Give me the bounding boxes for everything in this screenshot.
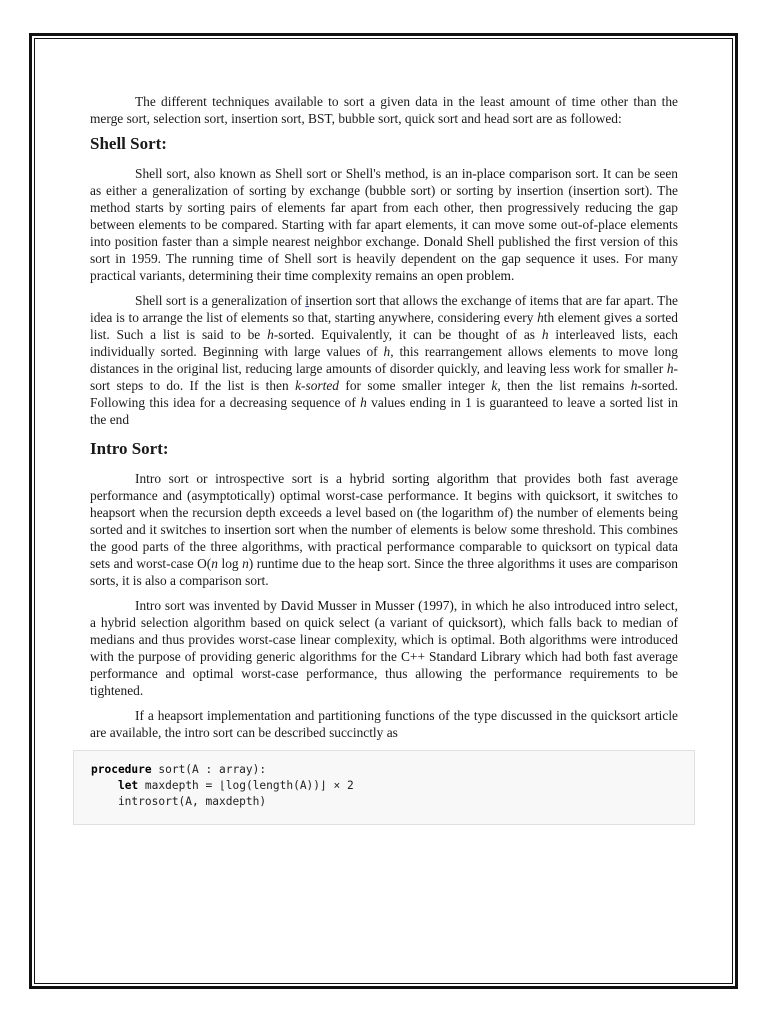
link-first-letter: i xyxy=(305,293,310,308)
math-h: h xyxy=(666,361,674,376)
intro-sort-paragraph-1 xyxy=(90,470,678,589)
text-run: Shell sort is a generalization of xyxy=(135,293,306,308)
text-run: ), which falls back to median of medians and thus provides worst-case linear complexity, which is optimal. Both algorithms were introduced with the purpose of providing generic algorithms for the xyxy=(90,615,678,664)
link-quicksort[interactable]: quicksort xyxy=(545,488,596,503)
math-n: n xyxy=(242,556,249,571)
code-indent xyxy=(91,779,118,792)
intro-sort-paragraph-2 xyxy=(90,597,678,699)
text-run: published the first version of this sort in 1959. The running time of Shell sort is heavily dependent on the gap sequence it uses. For many practical variants, determining their xyxy=(90,234,678,283)
code-text: maxdepth = ⌊log(length(A))⌋ × 2 xyxy=(138,779,354,792)
text-run: -sorted. Equivalently, it can be thought of as xyxy=(273,327,542,342)
text-run: , then the list remains xyxy=(497,378,631,393)
code-line-introsort: introsort(A, maxdepth) xyxy=(91,795,267,808)
text-run: that provides both fast average performance and (asymptotically) optimal worst-case performance. It begins with xyxy=(90,471,679,503)
text-run: runtime due to the heap sort. Since the three algorithms it uses are xyxy=(253,556,616,571)
text-run: ). The method starts by sorting pairs of elements far apart from each other, then progressively reducing the gap between elements to be compared. Starting with far apart elements, it can move some out-of-place elements into position faster than a simple nearest neighbor exchange. xyxy=(90,183,679,249)
link-hybrid-sorting-algorithm[interactable]: hybrid sorting algorithm xyxy=(349,471,490,486)
math-h: h xyxy=(383,344,391,359)
text-run: that allows the exchange of items that are far apart. The idea is to arrange the list of elements so that, starting anywhere, considering every xyxy=(90,293,678,325)
link-intro-select[interactable]: intro select xyxy=(615,598,675,613)
link-insertion-sort[interactable]: insertion sort xyxy=(572,183,645,198)
keyword-procedure: procedure xyxy=(91,763,152,776)
link-in-place-comparison-sort[interactable]: in-place comparison sort xyxy=(461,166,596,181)
link-logarithm[interactable]: logarithm xyxy=(441,505,494,520)
text-run: , it switches to xyxy=(595,488,678,503)
math-k-sorted: k-sorted xyxy=(295,378,339,393)
text-run: -sorted. Following this idea for a decreasing sequence of xyxy=(90,378,678,410)
link-donald-shell[interactable]: Donald Shell xyxy=(423,234,495,249)
text-run: -sort steps to do. If the list is then xyxy=(90,361,678,393)
text-run: Shell sort, also known as Shell sort or Shell's method, is an xyxy=(135,166,462,181)
link-quicksort-2[interactable]: quicksort xyxy=(448,615,499,630)
link-quick-select[interactable]: quick select xyxy=(304,615,370,630)
math-log: log xyxy=(217,556,243,571)
pseudocode-block xyxy=(73,750,695,825)
link-david-musser[interactable]: David Musser xyxy=(280,598,357,613)
shell-sort-heading: Shell Sort: xyxy=(90,134,167,153)
text-run: remains an xyxy=(371,268,437,283)
math-h: h xyxy=(267,327,274,342)
text-run: in xyxy=(356,598,375,613)
keyword-let: let xyxy=(117,779,139,792)
math-h: h xyxy=(537,310,544,325)
text-run: when the number of elements is below some threshold. This combines the good parts of the three algorithms, with practical performance comparable to quicksort on typical data sets and worst-case xyxy=(90,522,678,571)
text-run: Intro sort or introspective sort is a xyxy=(135,471,350,486)
text-run: (a variant of xyxy=(369,615,449,630)
text-run: , in which he also introduced xyxy=(453,598,616,613)
text-run: Intro sort was invented by xyxy=(135,598,281,613)
text-run: values ending in 1 is guaranteed to leave a sorted list in the end xyxy=(90,395,678,427)
text-run: . xyxy=(510,268,515,283)
link-comparison-sorts[interactable]: comparison sorts xyxy=(90,556,678,588)
link-time-complexity[interactable]: time complexity xyxy=(284,268,372,283)
big-o-close: ) xyxy=(248,556,254,571)
math-k: k xyxy=(491,378,498,393)
text-run: , it is also a comparison sort. xyxy=(115,573,269,588)
text-run: for some smaller integer xyxy=(338,378,492,393)
text-run: when the recursion depth exceeds a level based on (the xyxy=(135,505,442,520)
math-h: h xyxy=(630,378,638,393)
link-insertion-sort-2[interactable] xyxy=(305,293,375,308)
math-n: n xyxy=(211,556,218,571)
big-o-open: O( xyxy=(197,556,212,571)
text-run: th element gives a sorted list. Such a list is said to be xyxy=(90,310,678,342)
code-text: sort(A : array): xyxy=(151,763,267,776)
shell-sort-paragraph-2 xyxy=(90,292,678,428)
text-run: ) or sorting by insertion ( xyxy=(430,183,573,198)
link-insertion-sort-3[interactable]: insertion sort xyxy=(224,522,295,537)
math-h: h xyxy=(360,395,367,410)
link-heapsort[interactable]: heapsort xyxy=(90,505,136,520)
link-bubble-sort[interactable]: bubble sort xyxy=(369,183,431,198)
shell-sort-paragraph-1 xyxy=(90,165,678,284)
text-run: , a hybrid selection algorithm based on xyxy=(90,598,679,630)
text-run: . It can be seen as either a generalization of sorting by exchange ( xyxy=(90,166,678,198)
text-run: which had both fast average performance and optimal worst-case performance, thus allowing the performance requirements to be tightened. xyxy=(90,649,678,698)
text-run: of) the number of elements being sorted and it switches to xyxy=(90,505,678,537)
link-cpp-standard-library[interactable]: C++ Standard Library xyxy=(400,649,521,664)
math-h: h xyxy=(541,327,549,342)
intro-sort-paragraph-3: If a heapsort implementation and partitioning functions of the type discussed in the quicksort article are available, the intro sort can be described succinctly as xyxy=(90,708,678,740)
document-body xyxy=(90,93,678,825)
link-rest: nsertion sort xyxy=(309,293,376,308)
intro-paragraph: The different techniques available to sort a given data in the least amount of time other than the merge sort, selection sort, insertion sort, BST, bubble sort, quick sort and head sort are as followed: xyxy=(90,94,678,126)
link-musser-1997[interactable]: Musser (1997) xyxy=(374,598,454,613)
text-run: , this rearrangement allows elements to move long distances in the original list, reducing large amounts of disorder quickly, and leaving less work for smaller xyxy=(90,344,678,376)
link-open-problem[interactable]: open problem xyxy=(436,268,511,283)
text-run: interleaved lists, each individually sorted. Beginning with large values of xyxy=(90,327,679,359)
intro-sort-heading: Intro Sort: xyxy=(90,439,169,458)
